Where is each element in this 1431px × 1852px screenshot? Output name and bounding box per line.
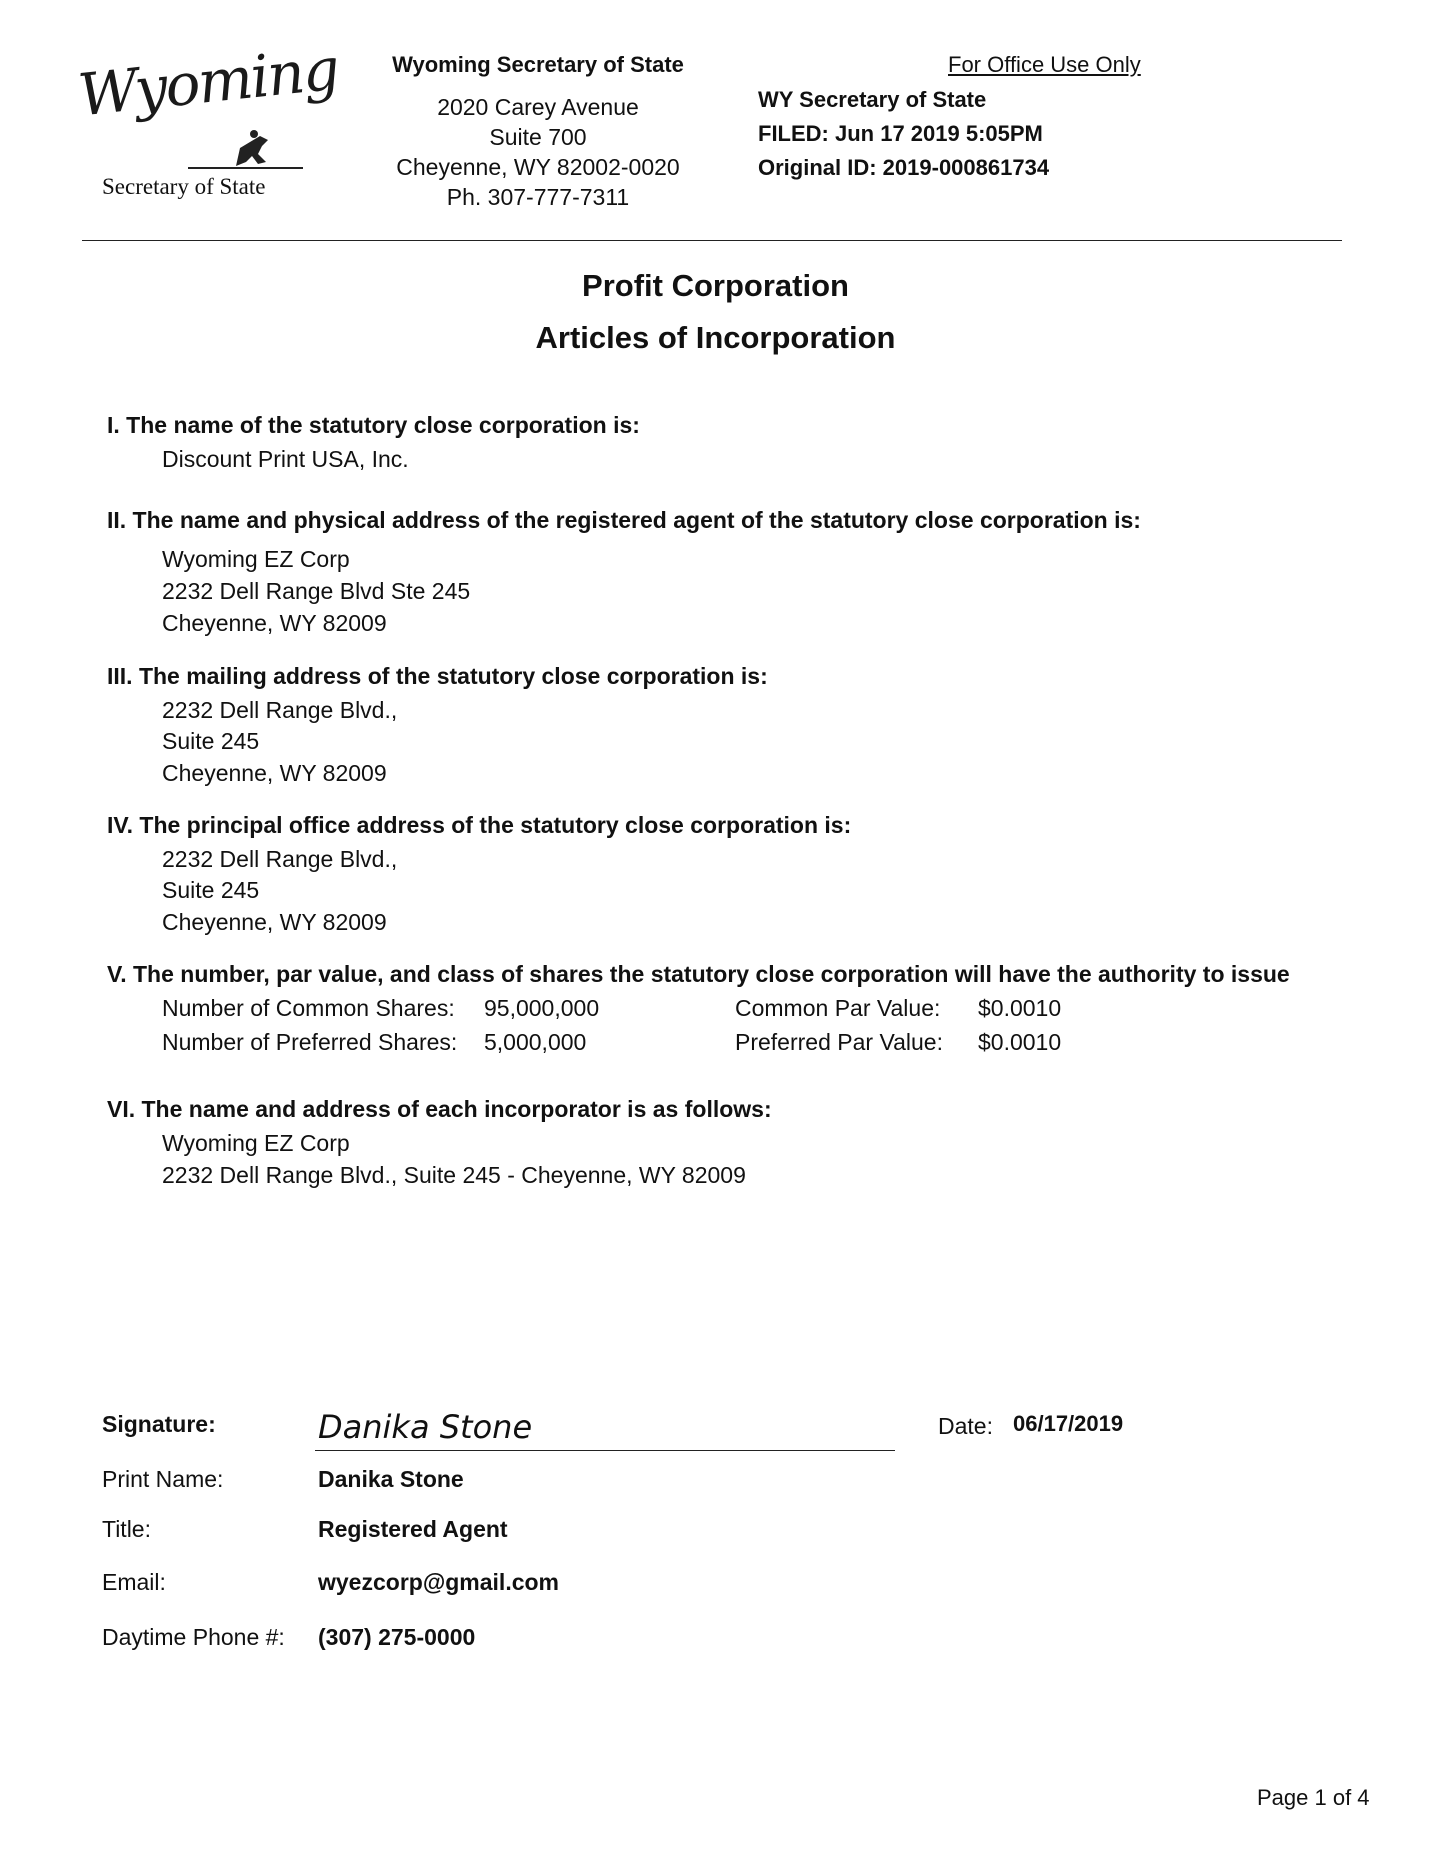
signature-line bbox=[315, 1450, 895, 1451]
section-2-heading: II. The name and physical address of the registered agent of the statutory close corporation is: bbox=[107, 507, 1141, 533]
date-value: 06/17/2019 bbox=[1013, 1411, 1124, 1436]
section-4-line: Cheyenne, WY 82009 bbox=[162, 909, 387, 935]
section-2-line: Cheyenne, WY 82009 bbox=[162, 610, 387, 636]
office-use-filed: FILED: Jun 17 2019 5:05PM bbox=[758, 121, 1043, 146]
section-3-heading: III. The mailing address of the statutory close corporation is: bbox=[107, 663, 768, 689]
header-divider bbox=[82, 240, 1342, 241]
office-use-line1: WY Secretary of State bbox=[758, 87, 987, 112]
title-value: Registered Agent bbox=[318, 1516, 508, 1542]
signature-value: Danika Stone bbox=[318, 1408, 533, 1446]
section-2-line: 2232 Dell Range Blvd Ste 245 bbox=[162, 578, 471, 604]
preferred-par-label: Preferred Par Value: bbox=[735, 1029, 943, 1055]
office-use-original-id: Original ID: 2019-000861734 bbox=[758, 155, 1050, 180]
section-4-line: 2232 Dell Range Blvd., bbox=[162, 846, 398, 872]
title-label: Title: bbox=[102, 1516, 151, 1542]
page-title: Profit Corporation bbox=[582, 268, 849, 303]
preferred-shares-label: Number of Preferred Shares: bbox=[162, 1029, 458, 1055]
section-4-line: Suite 245 bbox=[162, 877, 260, 903]
section-3-line: Cheyenne, WY 82009 bbox=[162, 760, 387, 786]
common-shares-label: Number of Common Shares: bbox=[162, 995, 455, 1021]
section-1-heading: I. The name of the statutory close corporation is: bbox=[107, 412, 640, 438]
office-address2: Suite 700 bbox=[489, 124, 587, 150]
email-label: Email: bbox=[102, 1569, 166, 1595]
print-name-label: Print Name: bbox=[102, 1466, 224, 1492]
office-name: Wyoming Secretary of State bbox=[392, 52, 684, 77]
signature-label: Signature: bbox=[102, 1411, 216, 1437]
preferred-par-value: $0.0010 bbox=[978, 1029, 1062, 1055]
section-1-line: Discount Print USA, Inc. bbox=[162, 446, 409, 472]
common-shares-value: 95,000,000 bbox=[484, 995, 600, 1021]
common-par-value: $0.0010 bbox=[978, 995, 1062, 1021]
print-name-value: Danika Stone bbox=[318, 1466, 464, 1492]
section-6-line: Wyoming EZ Corp bbox=[162, 1130, 350, 1156]
logo-script: Wyoming bbox=[75, 34, 341, 130]
common-par-label: Common Par Value: bbox=[735, 995, 941, 1021]
section-3-line: 2232 Dell Range Blvd., bbox=[162, 697, 398, 723]
section-2-line: Wyoming EZ Corp bbox=[162, 546, 350, 572]
office-use-heading: For Office Use Only bbox=[948, 52, 1141, 77]
date-label: Date: bbox=[938, 1413, 993, 1439]
office-address1: 2020 Carey Avenue bbox=[437, 94, 639, 120]
bucking-horse-icon bbox=[188, 128, 308, 178]
page-subtitle: Articles of Incorporation bbox=[535, 320, 896, 355]
section-6-heading: VI. The name and address of each incorporator is as follows: bbox=[107, 1096, 772, 1122]
page-number: Page 1 of 4 bbox=[1257, 1785, 1370, 1810]
section-4-heading: IV. The principal office address of the statutory close corporation is: bbox=[107, 812, 852, 838]
preferred-shares-value: 5,000,000 bbox=[484, 1029, 587, 1055]
logo-subtitle: Secretary of State bbox=[102, 174, 266, 199]
office-city: Cheyenne, WY 82002-0020 bbox=[396, 154, 680, 180]
phone-label: Daytime Phone #: bbox=[102, 1624, 285, 1650]
section-5-heading: V. The number, par value, and class of shares the statutory close corporation will have the authority to issue bbox=[107, 961, 1290, 987]
email-value: wyezcorp@gmail.com bbox=[318, 1569, 559, 1595]
section-6-line: 2232 Dell Range Blvd., Suite 245 - Cheyenne, WY 82009 bbox=[162, 1162, 746, 1188]
phone-value: (307) 275-0000 bbox=[318, 1624, 476, 1650]
section-3-line: Suite 245 bbox=[162, 728, 260, 754]
wyoming-logo bbox=[75, 34, 341, 208]
office-phone: Ph. 307-777-7311 bbox=[446, 184, 630, 210]
